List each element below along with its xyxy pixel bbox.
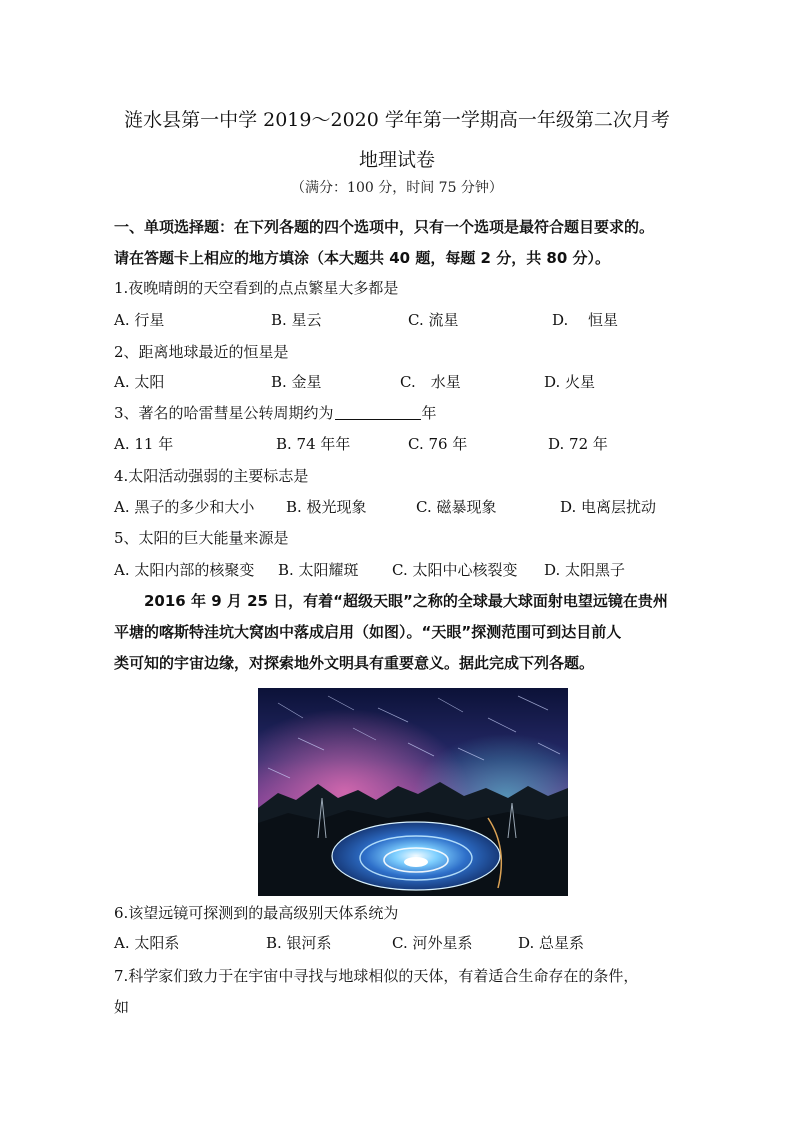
exam-note: （满分：100 分，时间 75 分钟） (291, 180, 503, 196)
question-6-stem: 6.该望远镜可探测到的最高级别天体系统为 (114, 904, 399, 922)
question-7-stem-cont: 如 (114, 998, 130, 1016)
question-5-option-b: B. 太阳耀斑 (278, 561, 359, 579)
question-5-option-c: C. 太阳中心核裂变 (392, 561, 518, 579)
question-3-stem (114, 403, 437, 423)
question-2-option-b: B. 金星 (271, 373, 322, 391)
question-3-option-b: B. 74 年年 (276, 435, 351, 453)
passage-line3: 类可知的宇宙边缘，对探索地外文明具有重要意义。据此完成下列各题。 (114, 654, 595, 672)
question-1-option-a: A. 行星 (114, 311, 165, 329)
section-heading-line2: 请在答题卡上相应的地方填涂（本大题共 40 题，每题 2 分，共 80 分）。 (114, 249, 611, 267)
question-3-option-d: D. 72 年 (548, 435, 608, 453)
passage-line1: 2016 年 9 月 25 日，有着“超级天眼”之称的全球最大球面射电望远镜在贵州 (144, 592, 668, 610)
question-6-option-c: C. 河外星系 (392, 934, 473, 952)
telescope-photo (258, 688, 568, 896)
question-3-option-a: A. 11 年 (114, 435, 174, 453)
question-2-option-a: A. 太阳 (114, 373, 165, 391)
exam-subject: 地理试卷 (358, 149, 435, 171)
question-2-option-c: C. 水星 (400, 373, 461, 391)
question-4-stem: 4.太阳活动强弱的主要标志是 (114, 467, 309, 485)
question-6-option-a: A. 太阳系 (114, 934, 180, 952)
question-6-option-d: D. 总星系 (518, 934, 585, 952)
question-1-option-b: B. 星云 (271, 311, 322, 329)
exam-title: 涟水县第一中学 2019～2020 学年第一学期高一年级第二次月考 (124, 109, 670, 131)
question-5-option-d: D. 太阳黑子 (544, 561, 626, 579)
question-7-stem: 7.科学家们致力于在宇宙中寻找与地球相似的天体，有着适合生命存在的条件， (114, 967, 639, 985)
question-5-option-a: A. 太阳内部的核聚变 (114, 561, 255, 579)
question-3-stem-after: 年 (421, 404, 437, 422)
question-4-option-c: C. 磁暴现象 (416, 498, 497, 516)
question-5-stem: 5、太阳的巨大能量来源是 (114, 529, 289, 547)
passage-line2: 平塘的喀斯特洼坑大窝凼中落成启用（如图）。“天眼”探测范围可到达目前人 (114, 623, 622, 641)
section-heading-line1: 一、单项选择题：在下列各题的四个选项中，只有一个选项是最符合题目要求的。 (114, 218, 655, 236)
question-4-option-b: B. 极光现象 (286, 498, 367, 516)
question-2-option-d: D. 火星 (544, 373, 596, 391)
question-3-option-c: C. 76 年 (408, 435, 468, 453)
question-1-option-c: C. 流星 (408, 311, 459, 329)
question-4-option-d: D. 电离层扰动 (560, 498, 657, 516)
answer-blank (335, 404, 421, 420)
question-4-option-a: A. 黑子的多少和大小 (114, 498, 255, 516)
question-6-option-b: B. 银河系 (266, 934, 332, 952)
question-1-option-d: D. 恒星 (552, 311, 619, 329)
question-2-stem: 2、距离地球最近的恒星是 (114, 343, 289, 361)
question-1-stem: 1.夜晚晴朗的天空看到的点点繁星大多都是 (114, 279, 399, 297)
question-3-stem-before: 3、著名的哈雷彗星公转周期约为 (114, 404, 334, 422)
